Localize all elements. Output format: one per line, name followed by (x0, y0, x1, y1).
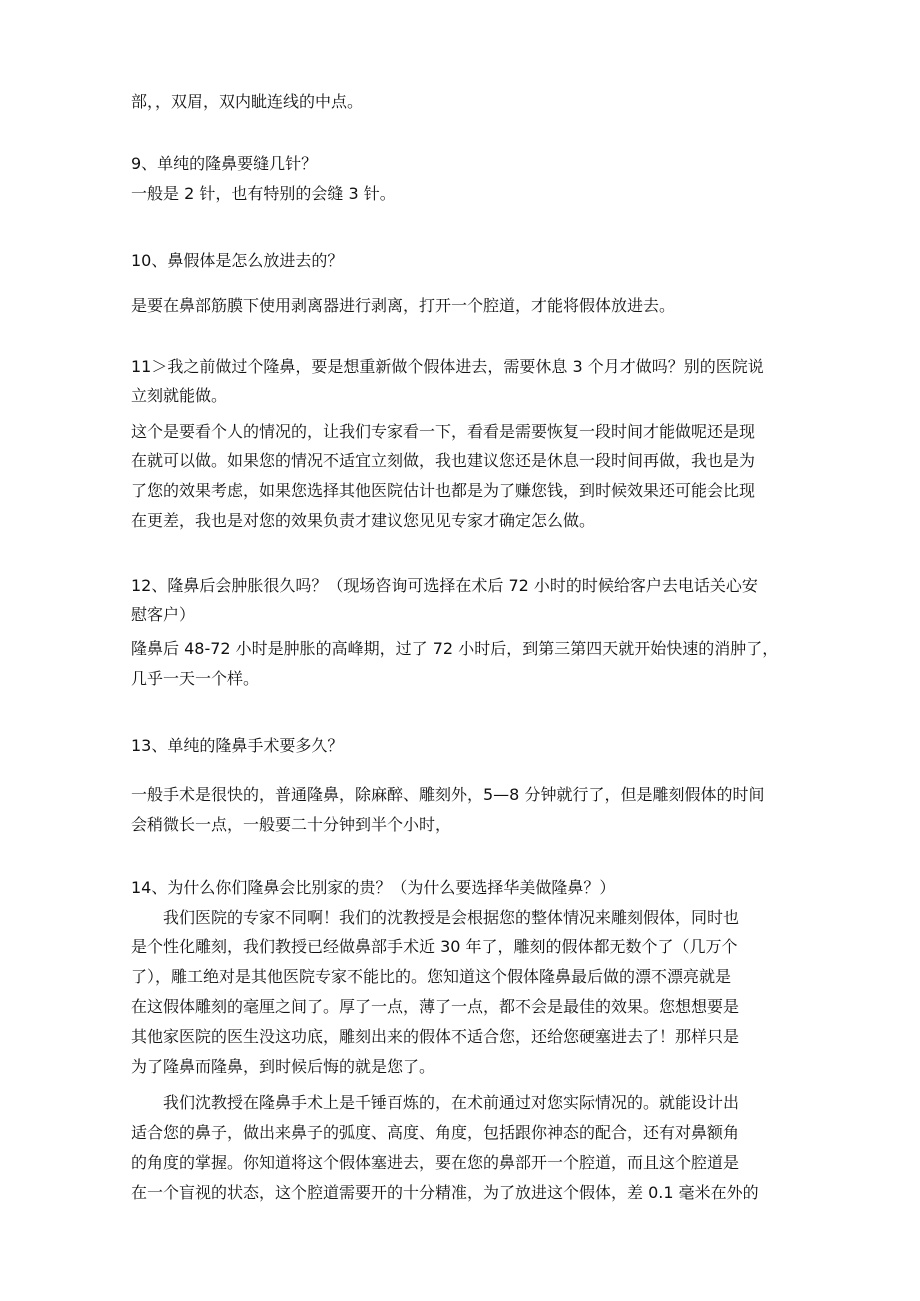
answer-14-para2: 我们沈教授在隆鼻手术上是千锤百炼的，在术前通过对您实际情况的。就能设计出 (163, 1093, 740, 1112)
answer-12: 隆鼻后 48-72 小时是肿胀的高峰期，过了 72 小时后，到第三第四天就开始快速的消肿了， (131, 639, 779, 658)
answer-14: 其他家医院的医生没这功底，雕刻出来的假体不适合您，还给您硬塞进去了！那样只是 (131, 1027, 740, 1046)
question-10: 10、鼻假体是怎么放进去的？ (131, 251, 344, 270)
answer-11: 在更差，我也是对您的效果负责才建议您见见专家才确定怎么做。 (131, 511, 596, 530)
text-line: 部，，双眉，双内眦连线的中点。 (131, 92, 364, 111)
answer-9: 一般是 2 针，也有特别的会缝 3 针。 (131, 184, 396, 203)
answer-14: 是个性化雕刻，我们教授已经做鼻部手术近 30 年了，雕刻的假体都无数个了（几万个 (131, 937, 738, 956)
answer-12: 几乎一天一个样。 (131, 669, 260, 688)
answer-14: 为了隆鼻而隆鼻，到时候后悔的就是您了。 (131, 1057, 436, 1076)
answer-13: 一般手术是很快的，普通隆鼻，除麻醉、雕刻外，5—8 分钟就行了，但是雕刻假体的时间 (131, 785, 765, 804)
question-14: 14、为什么你们隆鼻会比别家的贵？（为什么要选择华美做隆鼻？） (131, 878, 616, 897)
answer-14: 我们医院的专家不同啊！我们的沈教授是会根据您的整体情况来雕刻假体，同时也 (163, 908, 740, 927)
question-11: 11＞我之前做过个隆鼻，要是想重新做个假体进去，需要休息 3 个月才做吗？别的医院说 (131, 357, 764, 376)
answer-11: 了您的效果考虑，如果您选择其他医院估计也都是为了赚您钱，到时候效果还可能会比现 (131, 481, 756, 500)
answer-14: 了），雕工绝对是其他医院专家不能比的。您知道这个假体隆鼻最后做的漂不漂亮就是 (131, 967, 732, 986)
question-12: 12、隆鼻后会肿胀很久吗？（现场咨询可选择在术后 72 小时的时候给客户去电话关心安 (131, 576, 758, 595)
question-11-cont: 立刻就能做。 (131, 386, 228, 405)
answer-13: 会稍微长一点，一般要二十分钟到半个小时， (131, 815, 452, 834)
question-12-cont: 慰客户） (131, 605, 196, 624)
answer-14-para2: 在一个盲视的状态，这个腔道需要开的十分精准，为了放进这个假体，差 0.1 毫米在外的 (131, 1183, 759, 1202)
question-9: 9、单纯的隆鼻要缝几针？ (131, 154, 318, 173)
answer-14-para2: 适合您的鼻子，做出来鼻子的弧度、高度、角度，包括跟你神态的配合，还有对鼻额角 (131, 1123, 740, 1142)
answer-14-para2: 的角度的掌握。你知道将这个假体塞进去，要在您的鼻部开一个腔道，而且这个腔道是 (131, 1153, 740, 1172)
answer-14: 在这假体雕刻的毫厘之间了。厚了一点，薄了一点，都不会是最佳的效果。您想想要是 (131, 997, 740, 1016)
answer-10: 是要在鼻部筋膜下使用剥离器进行剥离，打开一个腔道，才能将假体放进去。 (131, 296, 676, 315)
answer-11: 在就可以做。如果您的情况不适宜立刻做，我也建议您还是休息一段时间再做，我也是为 (131, 451, 756, 470)
answer-11: 这个是要看个人的情况的，让我们专家看一下，看看是需要恢复一段时间才能做呢还是现 (131, 422, 756, 441)
question-13: 13、单纯的隆鼻手术要多久？ (131, 736, 344, 755)
